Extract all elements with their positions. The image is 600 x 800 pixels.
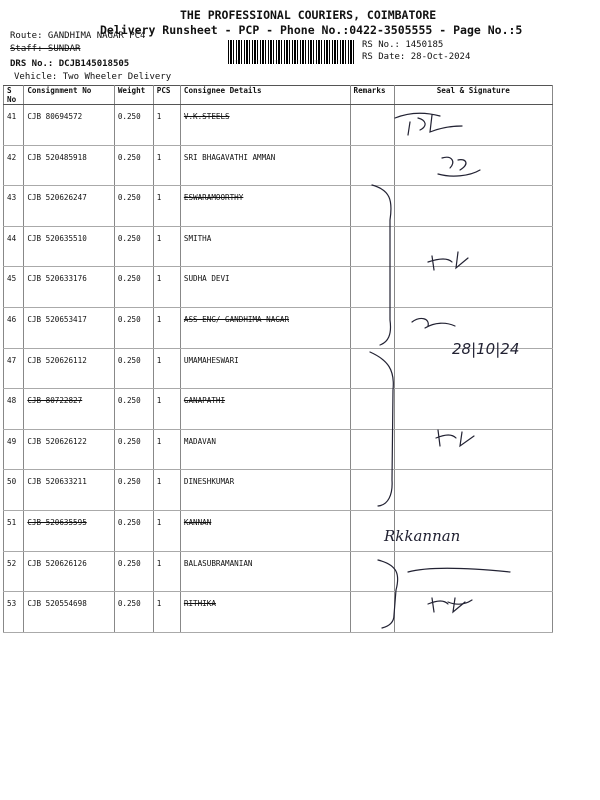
pcs-cell: 1: [153, 551, 180, 592]
sno-cell: 53: [4, 592, 24, 633]
consignee-cell: V.K.STEELS: [180, 105, 350, 146]
rs-no-label: RS No.: 1450185: [362, 40, 444, 50]
table-row: [4, 105, 553, 146]
weight-cell: 0.250: [114, 592, 153, 633]
vehicle-label: Vehicle: Two Wheeler Delivery: [14, 72, 172, 82]
remarks-cell: [350, 105, 394, 146]
sno-cell: 42: [4, 145, 24, 186]
consignee-cell: DINESHKUMAR: [180, 470, 350, 511]
pcs-cell: 1: [153, 510, 180, 551]
sno-cell: 47: [4, 348, 24, 389]
pcs-cell: 1: [153, 348, 180, 389]
consignment-cell: CJB 520653417: [24, 307, 114, 348]
remarks-cell: [350, 389, 394, 430]
sno-cell: 48: [4, 389, 24, 430]
table-row: [4, 186, 553, 227]
table-row: [4, 592, 553, 633]
handwritten-date: 28|10|24: [452, 340, 520, 358]
consignee-cell: ESWARAMOORTHY: [180, 186, 350, 227]
consignment-cell: CJB 520626112: [24, 348, 114, 389]
route-label: Route: GANDHIMA NAGAR PC4: [10, 31, 146, 41]
table-row: [4, 551, 553, 592]
pcs-cell: 1: [153, 145, 180, 186]
signature-cell: [394, 551, 552, 592]
consignment-cell: CJB 520626122: [24, 429, 114, 470]
remarks-cell: [350, 429, 394, 470]
sno-cell: 52: [4, 551, 24, 592]
col-pcs: PCS: [153, 86, 180, 105]
sno-cell: 49: [4, 429, 24, 470]
runsheet-title: Delivery Runsheet - PCP - Phone No.:0422-3505555 - Page No.:5: [100, 23, 523, 37]
signature-cell: [394, 267, 552, 308]
weight-cell: 0.250: [114, 510, 153, 551]
col-sno: S No: [4, 86, 24, 105]
table-row: [4, 389, 553, 430]
col-consignee: Consignee Details: [180, 86, 350, 105]
remarks-cell: [350, 348, 394, 389]
signature-cell: [394, 186, 552, 227]
remarks-cell: [350, 267, 394, 308]
consignee-cell: SMITHA: [180, 226, 350, 267]
table-row: [4, 226, 553, 267]
consignment-cell: CJB 520633176: [24, 267, 114, 308]
signature-cell: [394, 348, 552, 389]
drs-label: DRS No.: DCJB145018505: [10, 59, 130, 69]
consignee-cell: UMAMAHESWARI: [180, 348, 350, 389]
signature-cell: [394, 592, 552, 633]
table-row: [4, 510, 553, 551]
weight-cell: 0.250: [114, 348, 153, 389]
pcs-cell: 1: [153, 389, 180, 430]
remarks-cell: [350, 186, 394, 227]
col-signature: Seal & Signature: [394, 86, 552, 105]
pcs-cell: 1: [153, 470, 180, 511]
consignment-cell: CJB 520626126: [24, 551, 114, 592]
sno-cell: 43: [4, 186, 24, 227]
signature-cell: [394, 429, 552, 470]
pcs-cell: 1: [153, 307, 180, 348]
consignee-cell: GANAPATHI: [180, 389, 350, 430]
consignment-cell: CJB 520633211: [24, 470, 114, 511]
sno-cell: 45: [4, 267, 24, 308]
weight-cell: 0.250: [114, 307, 153, 348]
handwritten-kannan: Rkkannan: [384, 527, 461, 545]
pcs-cell: 1: [153, 267, 180, 308]
table-row: [4, 429, 553, 470]
weight-cell: 0.250: [114, 145, 153, 186]
signature-cell: [394, 145, 552, 186]
barcode-image: [228, 40, 354, 64]
pcs-cell: 1: [153, 105, 180, 146]
sno-cell: 50: [4, 470, 24, 511]
table-row: [4, 348, 553, 389]
consignee-cell: RITHIKA: [180, 592, 350, 633]
weight-cell: 0.250: [114, 267, 153, 308]
signature-cell: [394, 105, 552, 146]
pcs-cell: 1: [153, 429, 180, 470]
sno-cell: 44: [4, 226, 24, 267]
consignment-cell: CJB 520635595: [24, 510, 114, 551]
weight-cell: 0.250: [114, 105, 153, 146]
consignment-cell: CJB 80722827: [24, 389, 114, 430]
rs-date-label: RS Date: 28-Oct-2024: [362, 52, 471, 62]
signature-cell: [394, 226, 552, 267]
pcs-cell: 1: [153, 186, 180, 227]
col-consignment: Consignment No: [24, 86, 114, 105]
consignment-cell: CJB 520635510: [24, 226, 114, 267]
table-header-row: [4, 86, 553, 105]
table-row: [4, 145, 553, 186]
table-row: [4, 470, 553, 511]
remarks-cell: [350, 226, 394, 267]
remarks-cell: [350, 551, 394, 592]
consignee-cell: KANNAN: [180, 510, 350, 551]
sno-cell: 46: [4, 307, 24, 348]
sno-cell: 51: [4, 510, 24, 551]
consignment-cell: CJB 80694572: [24, 105, 114, 146]
remarks-cell: [350, 510, 394, 551]
pcs-cell: 1: [153, 226, 180, 267]
staff-label: Staff: SUNDAR: [10, 44, 81, 54]
runsheet-table: [3, 85, 553, 633]
signature-cell: [394, 307, 552, 348]
pcs-cell: 1: [153, 592, 180, 633]
remarks-cell: [350, 470, 394, 511]
weight-cell: 0.250: [114, 551, 153, 592]
table-row: [4, 267, 553, 308]
consignee-cell: SUDHA DEVI: [180, 267, 350, 308]
signature-cell: [394, 389, 552, 430]
sno-cell: 41: [4, 105, 24, 146]
consignment-cell: CJB 520626247: [24, 186, 114, 227]
consignment-cell: CJB 520485918: [24, 145, 114, 186]
signature-cell: [394, 470, 552, 511]
weight-cell: 0.250: [114, 429, 153, 470]
table-row: [4, 307, 553, 348]
consignment-cell: CJB 520554698: [24, 592, 114, 633]
weight-cell: 0.250: [114, 389, 153, 430]
col-remarks: Remarks: [350, 86, 394, 105]
remarks-cell: [350, 145, 394, 186]
weight-cell: 0.250: [114, 226, 153, 267]
consignee-cell: BALASUBRAMANIAN: [180, 551, 350, 592]
consignee-cell: MADAVAN: [180, 429, 350, 470]
consignee-cell: SRI BHAGAVATHI AMMAN: [180, 145, 350, 186]
remarks-cell: [350, 592, 394, 633]
signature-cell: [394, 510, 552, 551]
weight-cell: 0.250: [114, 470, 153, 511]
company-title: THE PROFESSIONAL COURIERS, COIMBATORE: [180, 8, 437, 22]
col-weight: Weight: [114, 86, 153, 105]
consignee-cell: ASS ENG/ GANDHIMA NAGAR: [180, 307, 350, 348]
remarks-cell: [350, 307, 394, 348]
weight-cell: 0.250: [114, 186, 153, 227]
